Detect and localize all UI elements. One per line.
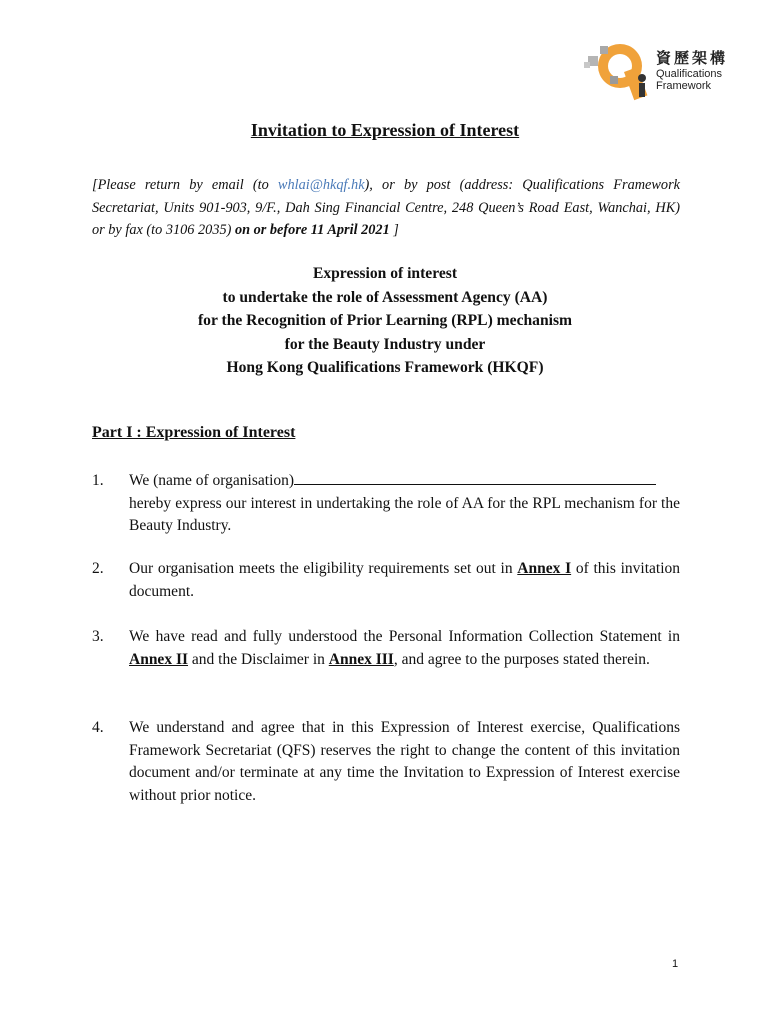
annex-ii-ref: Annex II [129, 650, 189, 668]
item-1-text-b: hereby express our interest in undertaking the role of AA for the RPL mechanism for the Beauty Industry. [129, 494, 680, 534]
item-2-text-b: of this invitation document. [129, 560, 681, 600]
item-2-text-a: Our organisation meets the eligibility requirements set out in [129, 560, 518, 577]
logo-english-2: Framework [656, 80, 712, 92]
note-part-2: ), or by post (address: Qualifications Framework Secretariat, Units 901-903, 9/F., Dah Sing Financial Centre, 248 Queen’s Road East, Wanchai, HK) or by fax (to 3106 2035) [92, 177, 680, 238]
item-3-text-c: , and agree to the purposes stated therein. [393, 650, 650, 668]
annex-i-ref: Annex I [517, 560, 572, 577]
list-item-2 [92, 558, 680, 603]
logo-chinese: 資歷架構 [656, 50, 729, 67]
eoi-heading [0, 262, 770, 380]
list-item-3 [92, 626, 680, 671]
heading-line-3: for the Recognition of Prior Learning (RPL) mechanism [197, 312, 573, 329]
item-number: 3. [92, 628, 104, 645]
logo-english-1: Qualifications [656, 68, 723, 80]
annex-iii-ref: Annex III [328, 650, 394, 668]
item-1-text-a: We (name of organisation) [129, 472, 295, 489]
list-item-4 [92, 717, 680, 807]
organisation-name-blank[interactable] [294, 470, 656, 485]
note-part-3: ] [389, 222, 399, 238]
item-number: 4. [92, 719, 104, 736]
item-number: 1. [92, 472, 104, 489]
list-item-1 [92, 470, 680, 538]
logo-text [656, 50, 728, 92]
heading-line-4: for the Beauty Industry under [284, 335, 486, 353]
document-title: Invitation to Expression of Interest [250, 120, 520, 140]
email-link[interactable]: whlai@hkqf.hk [277, 177, 365, 193]
deadline: on or before 11 April 2021 [234, 222, 390, 238]
return-instructions [92, 174, 680, 242]
note-part-1: [Please return by email (to [92, 177, 278, 193]
heading-line-1: Expression of interest [312, 265, 458, 282]
item-number: 2. [92, 560, 104, 577]
heading-line-5: Hong Kong Qualifications Framework (HKQF) [226, 359, 544, 376]
heading-line-2: to undertake the role of Assessment Agency (AA) [222, 288, 548, 306]
item-3-text-b: and the Disclaimer in [188, 650, 329, 668]
part-title: Part I : Expression of Interest [92, 424, 296, 441]
page-number: 1 [672, 958, 679, 970]
item-4-text: We understand and agree that in this Expression of Interest exercise, Qualifications Framework Secretariat (QFS) reserves the right to change the content of this invitation document and/or terminate at any time the Invitation to Expression of Interest exercise without prior notice. [129, 719, 680, 804]
item-3-text-a: We have read and fully understood the Personal Information Collection Statement in [129, 628, 680, 645]
